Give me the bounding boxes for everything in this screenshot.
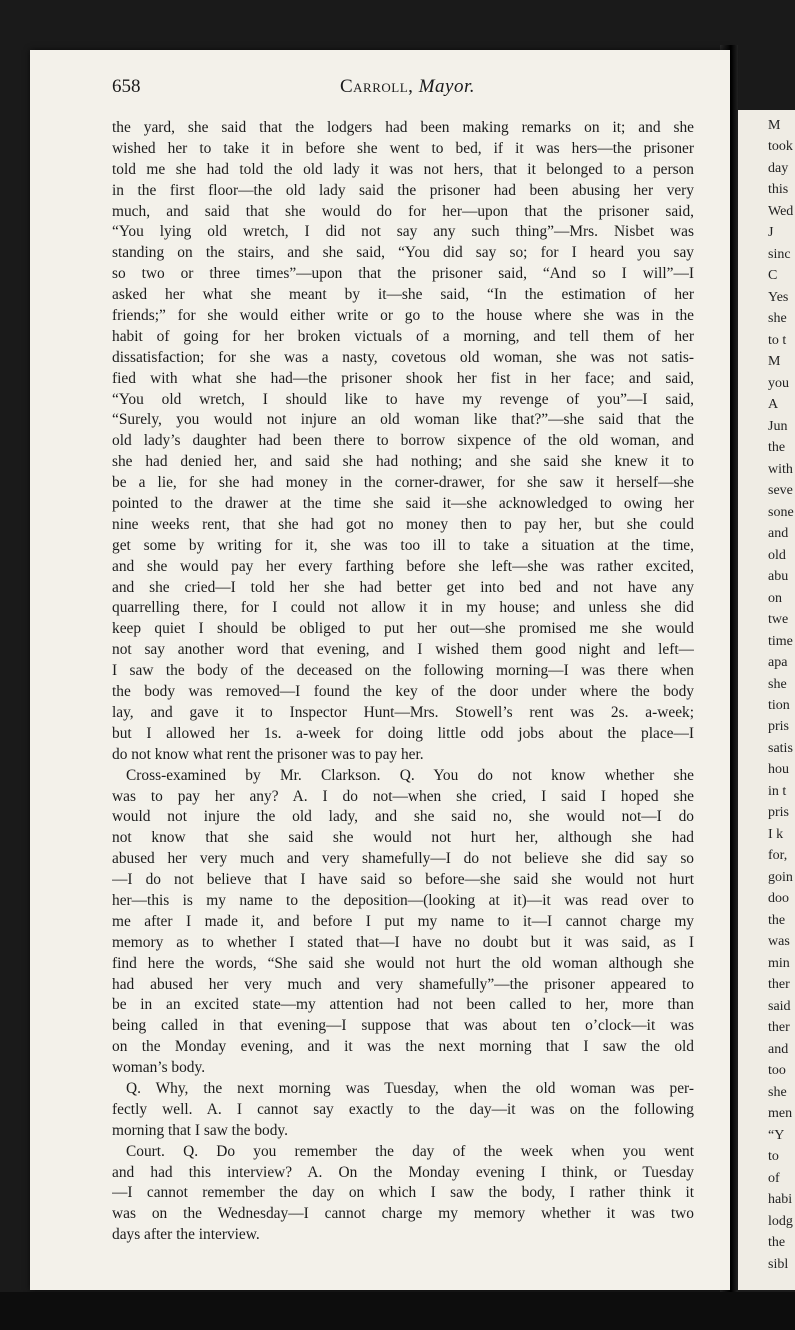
text-line: but I allowed her 1s. a-week for doing little odd jobs about the place—I — [112, 724, 694, 742]
text-line: the body was removed—I found the key of the door under where the body — [112, 683, 694, 701]
text-line: “Surely, you would not injure an old woman like that?”—she said that the — [112, 411, 694, 429]
text-line: be in an excited state—my attention had not been called to her, more than — [112, 996, 694, 1014]
text-line: would not injure the old lady, and she said no, she would not—I do — [112, 808, 694, 826]
text-line: wished her to take it in before she went to bed, if it was hers—the prisoner — [112, 139, 694, 157]
text-line: was to pay her any? A. I do not—when she cried, I said I hoped she — [112, 787, 694, 805]
next-page-fragment: you — [768, 375, 789, 391]
text-line: “You old wretch, I should like to have my revenge of you”—I said, — [112, 390, 694, 408]
text-line: and she cried—I told her she had better get into bed and not have any — [112, 578, 694, 596]
next-page-fragment: tion — [768, 698, 790, 713]
next-page-fragment: the — [768, 912, 786, 928]
next-page-fragment: Yes — [768, 289, 789, 305]
text-line: memory as to whether I stated that—I have no doubt but it was said, as I — [112, 933, 694, 951]
text-line: so two or three times”—upon that the prisoner said, “And so I will”—I — [112, 265, 694, 283]
next-page-fragment: goin — [768, 869, 793, 885]
next-page-fragment: satis — [768, 740, 793, 756]
next-page-fragment: and — [768, 526, 789, 542]
text-line: her—this is my name to the deposition—(looking at it)—it was read over to — [112, 891, 694, 909]
text-line: friends;” for she would either write or go to the house where she was in the — [112, 307, 694, 325]
text-line: much, and said that she would do for her—upon that the prisoner said, — [112, 202, 694, 220]
next-page-fragment: apa — [768, 655, 788, 671]
next-page-fragment: she — [768, 1084, 787, 1100]
next-page-fragment: she — [768, 311, 787, 327]
next-page-fragment: for, — [768, 848, 788, 864]
text-line: —I cannot remember the day on which I saw the body, I rather think it — [112, 1184, 694, 1202]
text-line: habit of going for her broken victuals of a morning, and tell them of her — [112, 327, 694, 345]
next-page-fragment: “Y — [768, 1127, 785, 1143]
text-line: and she would pay her every farthing before she left—she was rather excited, — [112, 557, 694, 575]
next-page-fragment: hou — [768, 762, 789, 778]
text-line: abused her very much and very shamefully—I do not believe she did say so — [112, 850, 694, 868]
text-line: dissatisfaction; for she was a nasty, covetous old woman, she was not satis- — [112, 348, 694, 366]
next-page-fragment: was — [768, 934, 790, 950]
body-text — [112, 118, 694, 1246]
next-page-fragment: ther — [768, 1020, 790, 1036]
text-line: asked her what she meant by it—she said, “In the estimation of her — [112, 286, 694, 304]
text-line: being called in that evening—I suppose that was about ten o’clock—it was — [112, 1017, 694, 1035]
next-page-fragment: the — [768, 1235, 786, 1251]
text-line: told me she had told the old lady it was not hers, that it belonged to a person — [112, 160, 694, 178]
text-line: morning that I saw the body. — [112, 1121, 288, 1139]
running-header — [112, 72, 702, 104]
page-bottom-edge — [0, 1292, 795, 1330]
next-page-fragment: doo — [768, 891, 789, 907]
running-title-name: Carroll, — [340, 76, 414, 97]
next-page-fragment: lodg — [768, 1213, 793, 1229]
next-page-fragment: day — [768, 160, 789, 176]
next-page-fragment: with — [768, 461, 793, 477]
next-page-fragment: min — [768, 955, 790, 971]
page-number: 658 — [112, 76, 141, 97]
next-page-fragment: said — [768, 998, 791, 1014]
next-page-fragment: abu — [768, 569, 789, 585]
text-line: she had denied her, and said she had nothing; and she said she knew it to — [112, 453, 694, 471]
next-page-fragment: J — [768, 225, 774, 241]
next-page-fragment: ther — [768, 977, 790, 993]
next-page-fragment: sone — [768, 504, 794, 520]
next-page-fragment: of — [768, 1170, 780, 1186]
text-line: Cross-examined by Mr. Clarkson. Q. You do not know whether she — [126, 766, 694, 784]
text-line: Court. Q. Do you remember the day of the week when you went — [126, 1142, 694, 1160]
next-page-fragment: sibl — [768, 1256, 789, 1272]
next-page-fragment: to t — [768, 332, 787, 348]
text-line: quarrelling there, for I could not allow it in my house; and unless she did — [112, 599, 694, 617]
text-line: be a lie, for she had money in the corner-drawer, for she saw it herself—she — [112, 474, 694, 492]
next-page-fragment: I k — [768, 826, 784, 842]
next-page-fragment: to — [768, 1149, 779, 1165]
text-line: fied with what she had—the prisoner shook her fist in her face; and said, — [112, 369, 694, 387]
next-page-fragment: took — [768, 139, 793, 155]
text-line: was on the Wednesday—I cannot charge my memory whether it was two — [112, 1205, 694, 1223]
next-page-fragment: Wed — [768, 203, 794, 219]
next-page-fragment: M — [768, 118, 781, 133]
text-line: standing on the stairs, and she said, “You did say so; for I heard you say — [112, 244, 694, 262]
next-page-fragment: this — [768, 182, 789, 198]
text-line: and had this interview? A. On the Monday evening I think, or Tuesday — [112, 1163, 694, 1181]
text-line: the yard, she said that the lodgers had been making remarks on it; and she — [112, 119, 694, 136]
next-page-fragment: seve — [768, 483, 793, 499]
next-page-fragment: habi — [768, 1192, 793, 1208]
text-line: —I do not believe that I have said so before—she said she would not hurt — [112, 871, 694, 889]
text-line: on the Monday evening, and it was the next morning that I saw the old — [112, 1038, 694, 1056]
next-page-fragment: in t — [768, 783, 787, 799]
text-line: do not know what rent the prisoner was to pay her. — [112, 745, 424, 763]
next-page-fragment: and — [768, 1041, 789, 1057]
next-page-fragment: M — [768, 354, 781, 370]
next-page-fragment: the — [768, 440, 786, 456]
next-page-fragment: C — [768, 268, 778, 284]
text-line: I saw the body of the deceased on the following morning—I was there when — [112, 662, 694, 680]
text-line: old lady’s daughter had been there to borrow sixpence of the old woman, and — [112, 432, 694, 450]
text-line: Q. Why, the next morning was Tuesday, when the old woman was per- — [126, 1079, 694, 1097]
text-line: fectly well. A. I cannot say exactly to the day—it was on the following — [112, 1100, 694, 1118]
text-line: pointed to the drawer at the time she said it—she acknowledged to owing her — [112, 495, 694, 513]
next-page-fragment: time — [768, 633, 793, 649]
next-page-fragment: men — [768, 1106, 793, 1122]
next-page-fragment: old — [768, 547, 786, 563]
next-page-fragment: too — [768, 1063, 786, 1079]
next-page-fragment: pris — [768, 805, 789, 821]
text-line: not know that she said she would not hurt her, although she had — [112, 829, 694, 847]
text-line: not say another word that evening, and I wished them good night and left— — [112, 641, 694, 659]
text-line: get some by writing for it, she was too ill to take a situation at the time, — [112, 536, 694, 554]
next-page-fragment: pris — [768, 719, 789, 735]
text-line: “You lying old wretch, I did not say any such thing”—Mrs. Nisbet was — [112, 223, 694, 241]
text-line: lay, and gave it to Inspector Hunt—Mrs. Stowell’s rent was 2s. a-week; — [112, 703, 694, 721]
running-title — [340, 76, 475, 98]
text-line: nine weeks rent, that she had got no money then to pay her, but she could — [112, 515, 694, 533]
book-page-right-edge — [738, 110, 795, 1290]
next-page-fragment: A — [768, 397, 779, 413]
text-line: me after I made it, and before I put my name to it—I cannot charge my — [112, 912, 694, 930]
text-line: days after the interview. — [112, 1226, 260, 1244]
next-page-fragment: on — [768, 590, 782, 606]
text-line: in the first floor—the old lady said the prisoner had been abusing her very — [112, 181, 694, 199]
next-page-fragment: sinc — [768, 246, 791, 262]
text-line: woman’s body. — [112, 1059, 206, 1077]
running-title-role: Mayor. — [418, 76, 475, 97]
next-page-fragment: Jun — [768, 418, 788, 434]
text-line: keep quiet I should be obliged to put her out—she promised me she would — [112, 620, 694, 638]
next-page-fragment: she — [768, 676, 787, 692]
next-page-fragment: twe — [768, 612, 789, 628]
text-line: had abused her very much and very shamefully”—the prisoner appeared to — [112, 975, 694, 993]
text-line: find here the words, “She said she would not hurt the old woman although she — [112, 954, 694, 972]
